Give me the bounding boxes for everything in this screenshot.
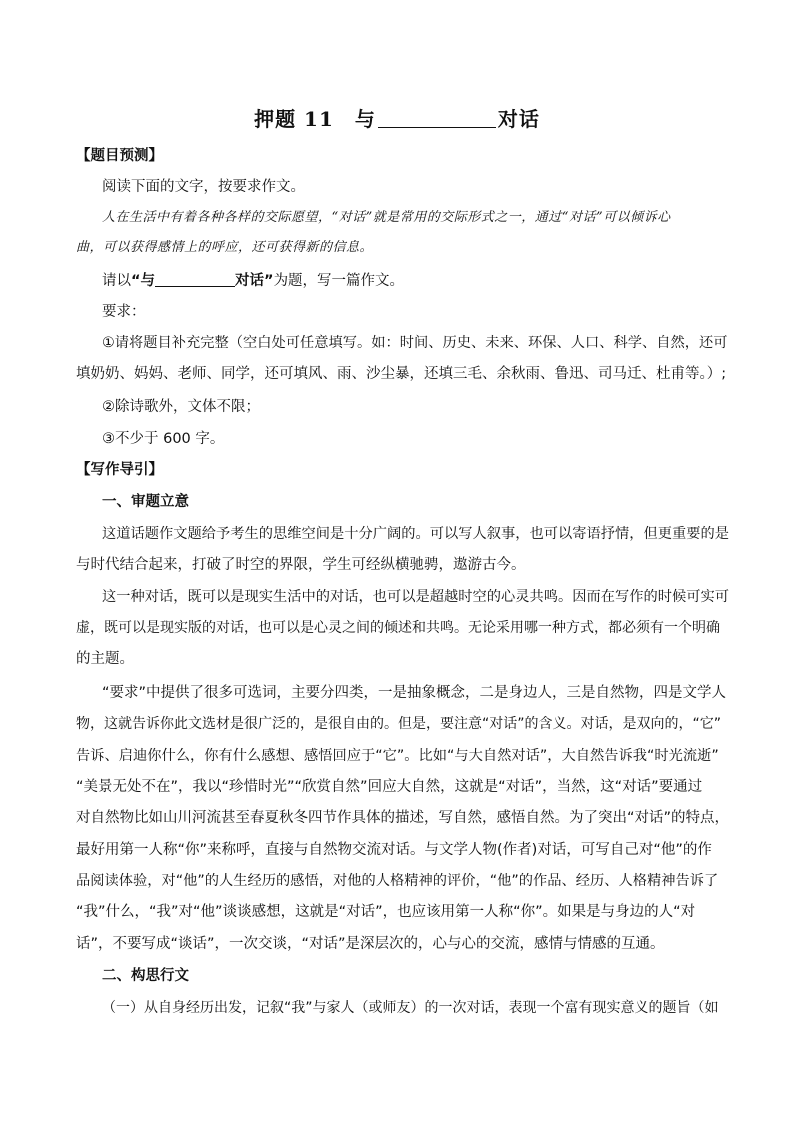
paragraph-line: 对自然物比如山川河流甚至春夏秋冬四节作具体的描述，写自然，感悟自然。为了突出“对话”的特点，: [76, 810, 730, 826]
paragraph-line: 与时代结合起来，打破了时空的界限，学生可经纵横驰骋，遨游古今。: [76, 557, 526, 573]
paragraph-line: 虚，既可以是现实版的对话，也可以是心灵之间的倾述和共鸣。无论采用哪一种方式，都必须有一个明确: [76, 620, 720, 636]
paragraph-line: 要求：: [102, 304, 146, 320]
paragraph-line: 的主题。: [76, 651, 134, 667]
paragraph-line: 告诉、启迪你什么，你有什么感想、感悟回应于“它”。比如“与大自然对话”，大自然告诉我“时光流逝”: [76, 748, 719, 764]
paragraph-line: 这道话题作文题给予考生的思维空间是十分广阔的。可以写人叙事，也可以寄语抒情，但更重要的是: [102, 526, 730, 542]
page-title: 押题 11 与 对话: [254, 107, 540, 131]
heading-1: 一、审题立意: [102, 494, 189, 510]
paragraph-line: 最好用第一人称“你”来称呼，直接与自然物交流对话。与文学人物(作者)对话，可写自己对“他”的作: [76, 842, 712, 858]
quote-line: 曲，可以获得感情上的呼应，还可获得新的信息。: [76, 240, 374, 255]
quote-line: 人在生活中有着各种各样的交际愿望，“对话”就是常用的交际形式之一，通过“对话”可以倾诉心: [102, 210, 671, 225]
heading-2: 二、构思行文: [102, 968, 189, 984]
paragraph-line: “美景无处不在”，我以“珍惜时光”“欣赏自然”回应大自然，这就是“对话”，当然，这“对话”要通过: [76, 779, 703, 795]
paragraph-line: 阅读下面的文字，按要求作文。: [102, 179, 305, 195]
paragraph-line: 物，这就告诉你此文选材是很广泛的，是很自由的。但是，要注意“对话”的含义。对话，是双向的，“它”: [76, 716, 722, 732]
paragraph-line: 话”，不要写成“谈话”，一次交谈，“对话”是深层次的，心与心的交流，感情与情感的互通。: [76, 936, 665, 952]
paragraph-line: 填奶奶、妈妈、老师、同学，还可填风、雨、沙尘暴，还填三毛、余秋雨、鲁迅、司马迁、杜甫等。）;: [76, 366, 727, 382]
paragraph-line: 这一种对话，既可以是现实生活中的对话，也可以是超越时空的心灵共鸣。因而在写作的时候可实可: [102, 589, 730, 605]
paragraph-line: ②除诗歌外，文体不限；: [102, 399, 260, 415]
paragraph-line: “要求”中提供了很多可选词，主要分四类，一是抽象概念，二是身边人，三是自然物，四是文学人: [102, 685, 727, 701]
paragraph-line: 品阅读体验，对“他”的人生经历的感悟，对他的人格精神的评价，“他”的作品、经历、人格精神告诉了: [76, 873, 719, 889]
title-blank: [378, 109, 496, 128]
paragraph-line: “我”什么，“我”对“他”谈谈感想，这就是“对话”，也应该用第一人称“你”。如果是与身边的人“对: [76, 904, 696, 920]
prompt-line: 请以“与 对话”为题，写一篇作文。: [102, 273, 405, 289]
paragraph-line: （一）从自身经历出发，记叙“我”与家人（或师友）的一次对话，表现一个富有现实意义的题旨（如: [102, 1000, 719, 1016]
paragraph-line: ①请将题目补充完整（空白处可任意填写。如：时间、历史、未来、环保、人口、科学、自然，还可: [102, 335, 728, 351]
paragraph-line: ③不少于 600 字。: [102, 431, 225, 447]
section-guide: 【写作导引】: [76, 462, 163, 478]
prompt-blank: [155, 272, 235, 287]
section-forecast: 【题目预测】: [76, 148, 163, 164]
